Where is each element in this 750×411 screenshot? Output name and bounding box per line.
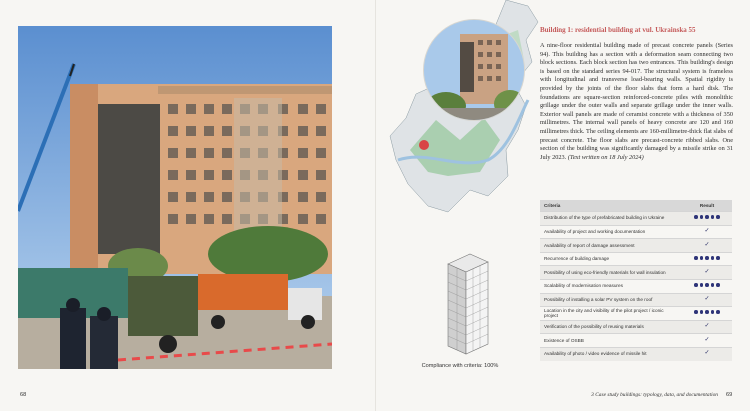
rating-dot-icon (694, 310, 698, 314)
building-3d-model (440, 250, 490, 360)
criteria-table (540, 200, 732, 361)
compliance-label: Compliance with criteria: 100% (421, 363, 499, 369)
building-title: Building 1: residential building at vul. Ukrainska 55 (540, 26, 696, 34)
result-dots (682, 307, 732, 321)
rating-dot-icon (711, 310, 715, 314)
criterion-cell: Possibility of installing a solar PV system on the roof (540, 293, 682, 307)
criterion-cell: Distribution of the type of prefabricated building in Ukraine (540, 212, 682, 226)
rating-dot-icon (716, 283, 720, 287)
check-icon: ✓ (682, 293, 732, 307)
building-description (540, 42, 733, 162)
table-row (540, 239, 732, 253)
table-row (540, 347, 732, 360)
description-text: A nine-floor residential building made of precast concrete panels (Series 94). This building has a section with a deformation seam connecting two block sections. Each block section has two entrances. This building's design is based on the standard series 94-017. The structural system is frameless with longitudinal and transverse load-bearing walls. Spatial rigidity is provided by the joints of the floor slabs that form a hard disk. The foundations are square-section reinforced-concrete piles with monolithic grillage under the outer walls and separate grillage under the inner walls. Exterior wall panels are made of ceramist concrete with a thickness of 350 millimetres. The internal wall panels of heavy concrete are 120 and 160 millimetres thick. The ceiling elements are 160-millimetre-thick flat slabs of precast concrete. The floor slabs are precast-concrete ribbed slabs. One section of the building was significantly damaged by a missile strike on 31 July 2023. (540, 42, 733, 161)
criterion-cell: Availability of report of damage assessment (540, 239, 682, 253)
criterion-cell: Verification of the possibility of reusing materials (540, 320, 682, 334)
criterion-cell: Possibility of using eco-friendly materials for wall insulation (540, 266, 682, 280)
rating-dot-icon (700, 283, 704, 287)
table-row (540, 293, 732, 307)
check-icon: ✓ (682, 334, 732, 348)
check-icon: ✓ (682, 320, 732, 334)
table-row (540, 279, 732, 293)
table-header-row (540, 200, 732, 212)
check-icon: ✓ (682, 239, 732, 253)
criterion-cell: Location in the city and visibility of the pilot project / iconic project (540, 307, 682, 321)
check-icon: ✓ (682, 266, 732, 280)
rating-dot-icon (711, 256, 715, 260)
result-dots (682, 279, 732, 293)
table-row (540, 212, 732, 226)
result-dots (682, 252, 732, 266)
check-icon: ✓ (682, 347, 732, 360)
rating-dot-icon (705, 283, 709, 287)
text-date-note: (Text written on 18 July 2024) (567, 153, 644, 161)
table-row (540, 266, 732, 280)
result-dots (682, 212, 732, 226)
rating-dot-icon (694, 283, 698, 287)
check-icon: ✓ (682, 225, 732, 239)
building-inset-photo (424, 20, 524, 120)
header-result: Result (682, 200, 732, 212)
criterion-cell: Recurrence of building damage (540, 252, 682, 266)
rating-dot-icon (700, 310, 704, 314)
table-row (540, 334, 732, 348)
rating-dot-icon (700, 215, 704, 219)
rating-dot-icon (705, 256, 709, 260)
footer-chapter-title: 3 Case study buildings: typology, data, and documentation (591, 392, 718, 398)
table-row (540, 225, 732, 239)
rating-dot-icon (694, 256, 698, 260)
page-number-left: 68 (20, 392, 27, 398)
rating-dot-icon (716, 215, 720, 219)
rating-dot-icon (694, 215, 698, 219)
criterion-cell: Existence of OSBB (540, 334, 682, 348)
rating-dot-icon (705, 310, 709, 314)
table-row (540, 307, 732, 321)
criterion-cell: Scalability of modernisation measures (540, 279, 682, 293)
page-number-right: 69 (726, 392, 733, 398)
damaged-building-photo (18, 26, 332, 369)
criterion-cell: Availability of photo / video evidence of missile hit (540, 347, 682, 360)
rating-dot-icon (711, 283, 715, 287)
table-row (540, 252, 732, 266)
rating-dot-icon (716, 256, 720, 260)
criterion-cell: Availability of project and working documentation (540, 225, 682, 239)
rating-dot-icon (705, 215, 709, 219)
page-gutter (375, 0, 376, 411)
header-criteria: Criteria (540, 200, 682, 212)
rating-dot-icon (716, 310, 720, 314)
table-row (540, 320, 732, 334)
rating-dot-icon (700, 256, 704, 260)
rating-dot-icon (711, 215, 715, 219)
